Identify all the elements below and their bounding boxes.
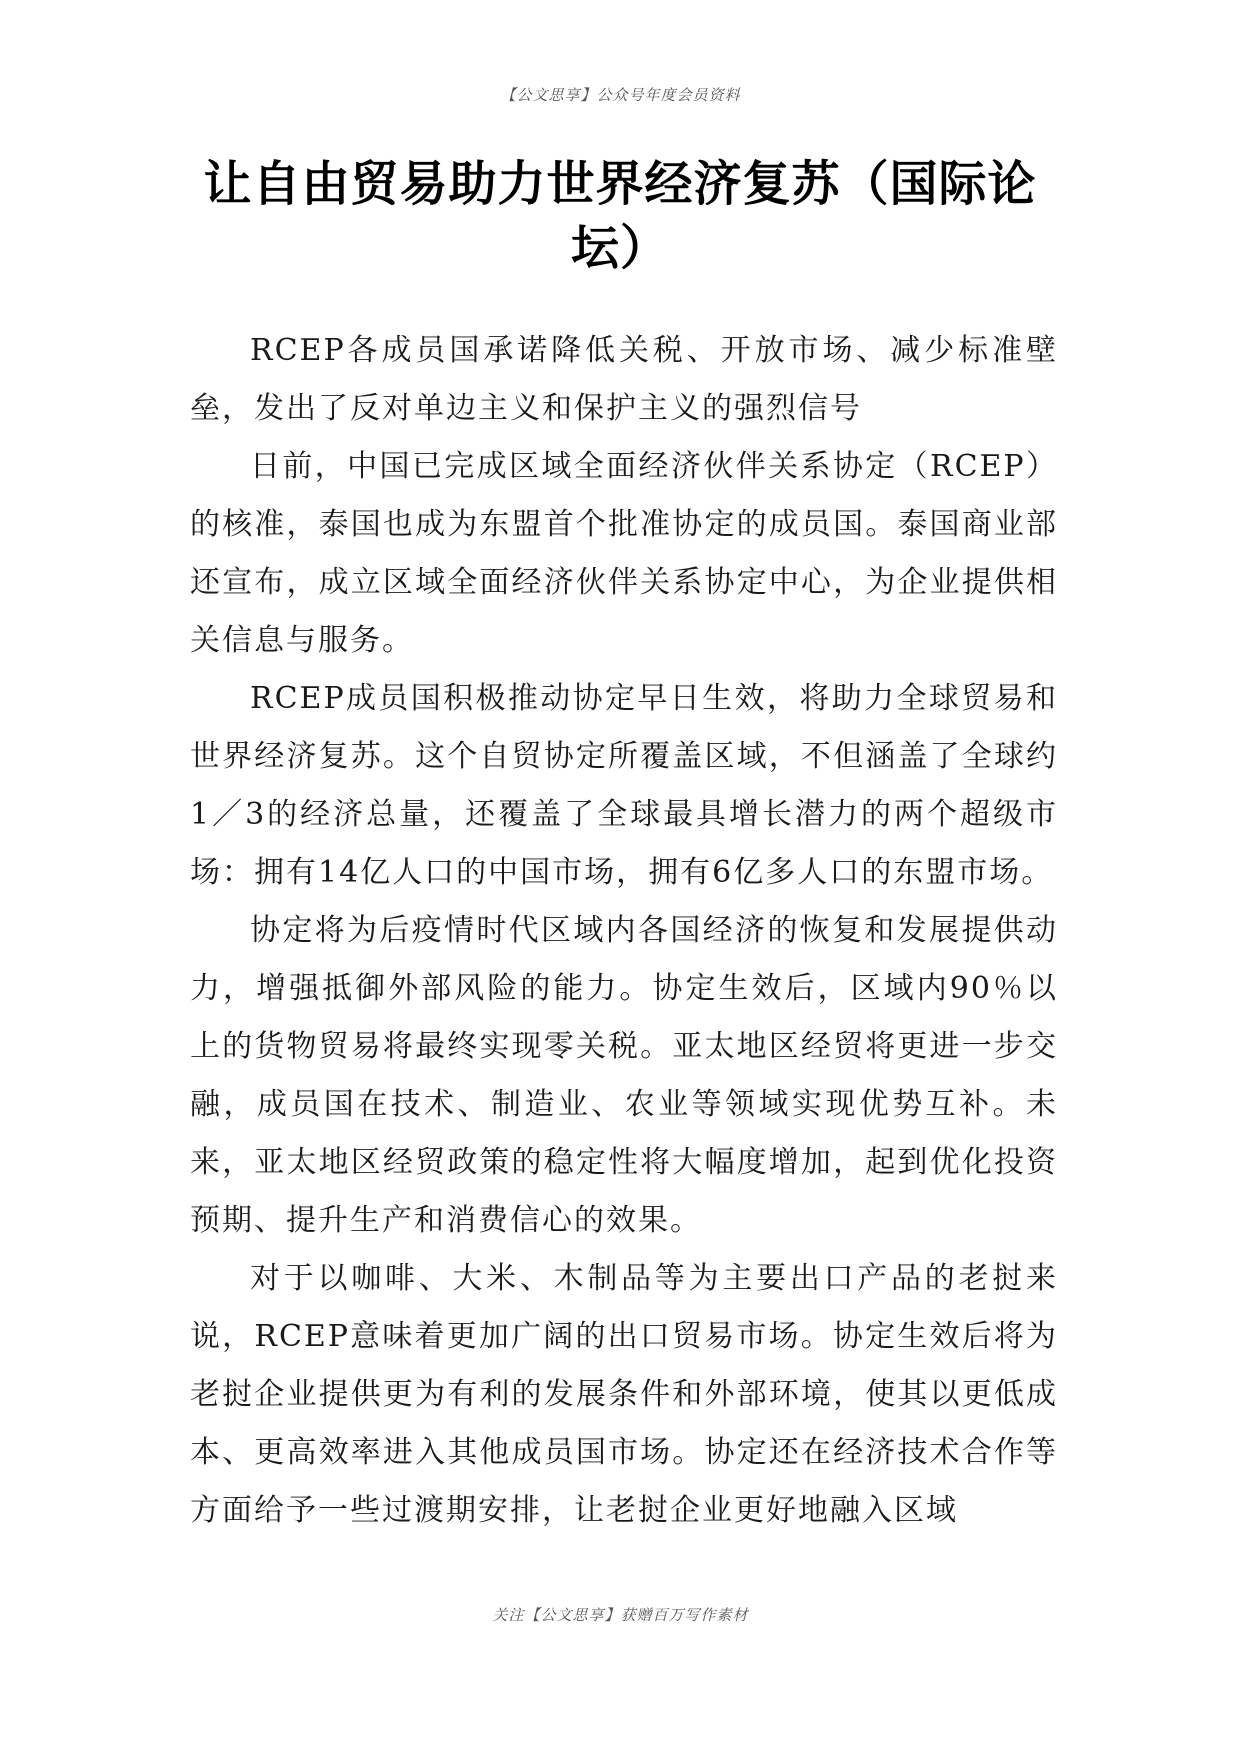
page-header: 【公文思享】公众号年度会员资料 bbox=[500, 86, 741, 104]
paragraph: 日前，中国已完成区域全面经济伙伴关系协定（RCEP）的核准，泰国也成为东盟首个批准协定的成员国。泰国商业部还宣布，成立区域全面经济伙伴关系协定中心，为企业提供相关信息与服务。 bbox=[190, 449, 1058, 658]
paragraph: RCEP各成员国承诺降低关税、开放市场、减少标准壁垒，发出了反对单边主义和保护主义的强烈信号 bbox=[190, 333, 1058, 426]
paragraph: 对于以咖啡、大米、木制品等为主要出口产品的老挝来说，RCEP意味着更加广阔的出口贸易市场。协定生效后将为老挝企业提供更为有利的发展条件和外部环境，使其以更低成本、更高效率进入其他成员国市场。协定还在经济技术合作等方面给予一些过渡期安排，让老挝企业更好地融入区域 bbox=[190, 1261, 1058, 1528]
page-footer: 关注【公文思享】获赠百万写作素材 bbox=[492, 1606, 749, 1624]
paragraph: RCEP成员国积极推动协定早日生效，将助力全球贸易和世界经济复苏。这个自贸协定所覆盖区域，不但涵盖了全球约1／3的经济总量，还覆盖了全球最具增长潜力的两个超级市场：拥有14亿人口的中国市场，拥有6亿多人口的东盟市场。 bbox=[190, 681, 1058, 890]
paragraph: 协定将为后疫情时代区域内各国经济的恢复和发展提供动力，增强抵御外部风险的能力。协定生效后，区域内90％以上的货物贸易将最终实现零关税。亚太地区经贸将更进一步交融，成员国在技术、制造业、农业等领域实现优势互补。未来，亚太地区经贸政策的稳定性将大幅度增加，起到优化投资预期、提升生产和消费信心的效果。 bbox=[190, 913, 1058, 1238]
document-body bbox=[190, 322, 1058, 1540]
document-title: 让自由贸易助力世界经济复苏（国际论坛） bbox=[203, 156, 1037, 276]
